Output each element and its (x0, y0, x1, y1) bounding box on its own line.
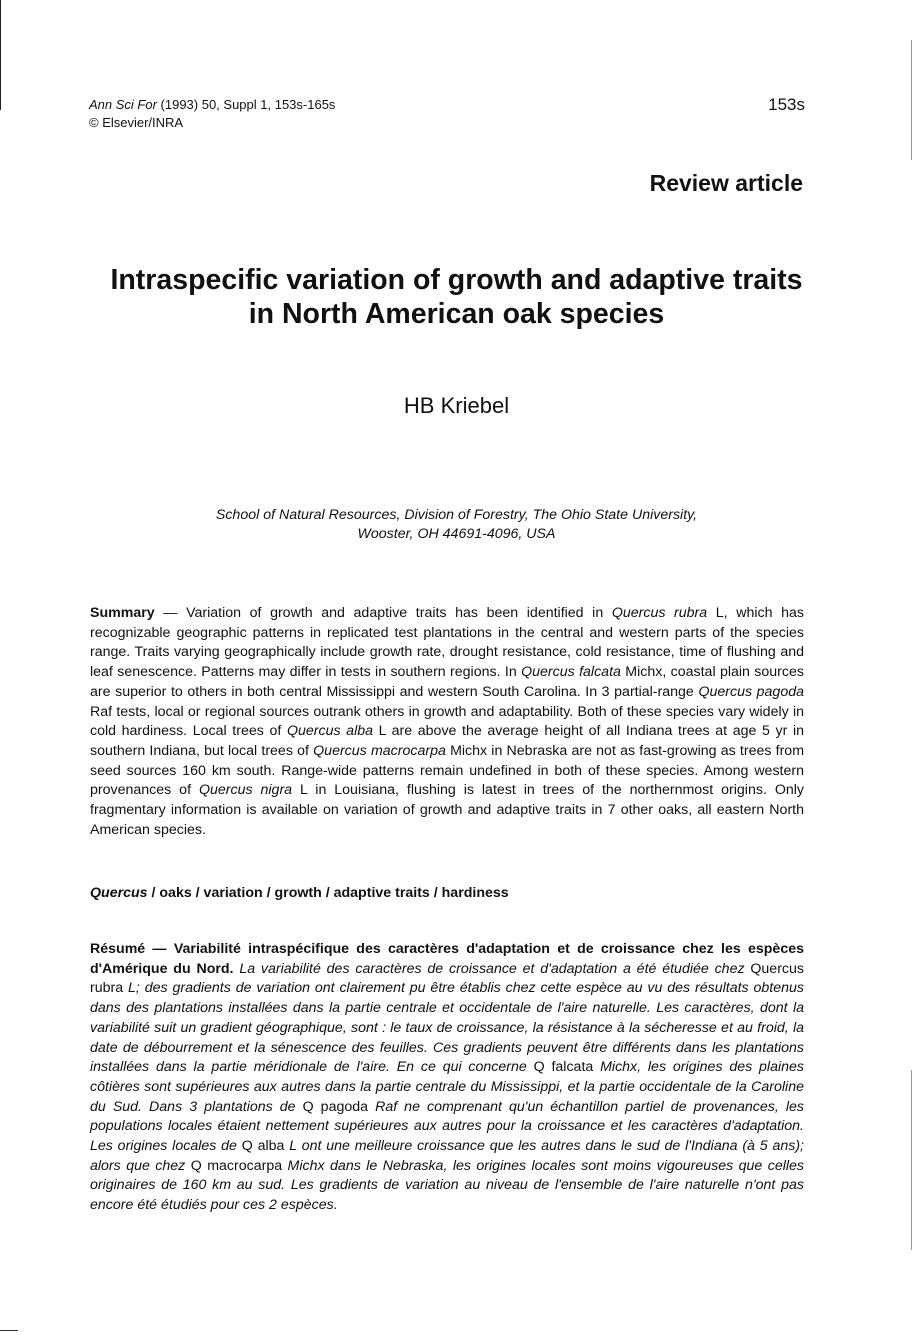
scan-edge-left (0, 0, 1, 110)
species-name: Quercus rubra (90, 960, 804, 997)
title-line-2: in North American oak species (248, 298, 665, 330)
article-type: Review article (649, 170, 803, 196)
species-name: Quercus pagoda (698, 683, 804, 700)
species-name: Q falcata (533, 1059, 594, 1076)
affiliation-line-1: School of Natural Resources, Division of Forestry, The Ohio State University, (215, 507, 698, 523)
species-name: Quercus rubra (611, 605, 708, 621)
article-title (60, 263, 853, 331)
journal-citation (89, 96, 335, 113)
species-name: Quercus alba (286, 723, 374, 740)
species-name: Quercus macrocarpa (313, 742, 446, 759)
copyright-line: © Elsevier/INRA (89, 115, 184, 130)
affiliation-line-2: Wooster, OH 44691-4096, USA (357, 526, 556, 542)
summary-label: Summary (90, 605, 155, 621)
page-number: 153s (768, 95, 805, 114)
species-name: Q pagoda (302, 1098, 369, 1115)
resume-paragraph: Résumé — Variabilité intraspécifique des caractères d'adaptation et de croissance chez les espèces d'Amérique du Nord. La variabilité des caractères de croissance et d'adaptation a été étudiée chez Quercus rubra L; des gradients de variation ont clairement pu être établis chez cette espèce au vu des résultats obtenus dans des plantations installées dans la partie centrale et occidentale de l'aire naturelle. Les caractères, dont la variabilité suit un gradient géographique, sont : le taux de croissance, la résistance à la sécheresse et au froid, la date de débourrement et la sénescence des feuilles. Ces gradients peuvent être différents dans les plantations installées dans la partie méridionale de l'aire. En ce qui concerne Q falcata Michx, les origines des plaines côtières sont supérieures aux autres dans la partie centrale du Mississippi, et la partie occidentale de la Caroline du Sud. Dans 3 plantations de Q pagoda Raf ne comprenant qu'un échantillon partiel de provenances, les populations locales étaient nettement supérieures aux autres pour la croissance et les caractères d'adaptation. Les origines locales de Q alba L ont une meilleure croissance que les autres dans le sud de l'Indiana (à 5 ans); alors que chez Q macrocarpa Michx dans le Nebraska, les origines locales sont moins vigoureuses que celles originaires de 160 km au sud. Les gradients de variation au niveau de l'ensemble de l'aire naturelle n'ont pas encore été étudiés pour ces 2 espèces. (90, 941, 805, 1214)
keyword-genus: Quercus (90, 885, 148, 901)
author-name: HB Kriebel (403, 393, 510, 418)
journal-name: Ann Sci For (89, 97, 157, 112)
keywords (90, 885, 509, 901)
scan-corner-mark (0, 1330, 18, 1331)
citation-details: (1993) 50, Suppl 1, 153s-165s (156, 97, 336, 112)
keyword-list: / oaks / variation / growth / adaptive traits / hardiness (147, 885, 509, 901)
scan-edge-right-top (911, 40, 912, 160)
title-line-1: Intraspecific variation of growth and adaptive traits (110, 264, 803, 296)
species-name: Q macrocarpa (190, 1157, 283, 1174)
affiliation (80, 506, 833, 544)
scan-edge-right (911, 1070, 912, 1250)
resume-heading: Résumé — Variabilité intraspécifique des caractères d'adaptation et de croissance chez les espèces d'Amérique du Nord. (90, 941, 804, 977)
species-name: Q alba (241, 1138, 285, 1155)
species-name: Quercus nigra (198, 782, 293, 799)
summary-paragraph: Summary — Variation of growth and adaptive traits has been identified in Quercus rubra L, which has recognizable geographic patterns in replicated test plantations in the central and western parts of the species range. Traits varying geographically include growth rate, drought resistance, cold resistance, time of flushing and leaf senescence. Patterns may differ in tests in southern regions. In Quercus falcata Michx, coastal plain sources are superior to others in both central Mississippi and western South Carolina. In 3 partial-range Quercus pagoda Raf tests, local or regional sources outrank others in growth and adaptability. Both of these species vary widely in cold hardiness. Local trees of Quercus alba L are above the average height of all Indiana trees at age 5 yr in southern Indiana, but local trees of Quercus macrocarpa Michx in Nebraska are not as fast-growing as trees from seed sources 160 km south. Range-wide patterns remain undefined in both of these species. Among western provenances of Quercus nigra L in Louisiana, flushing is latest in trees of the northernmost origins. Only fragmentary information is available on variation of growth and adaptive traits in 7 other oaks, all eastern North American species. (90, 605, 805, 838)
species-name: Quercus falcata (521, 664, 621, 681)
